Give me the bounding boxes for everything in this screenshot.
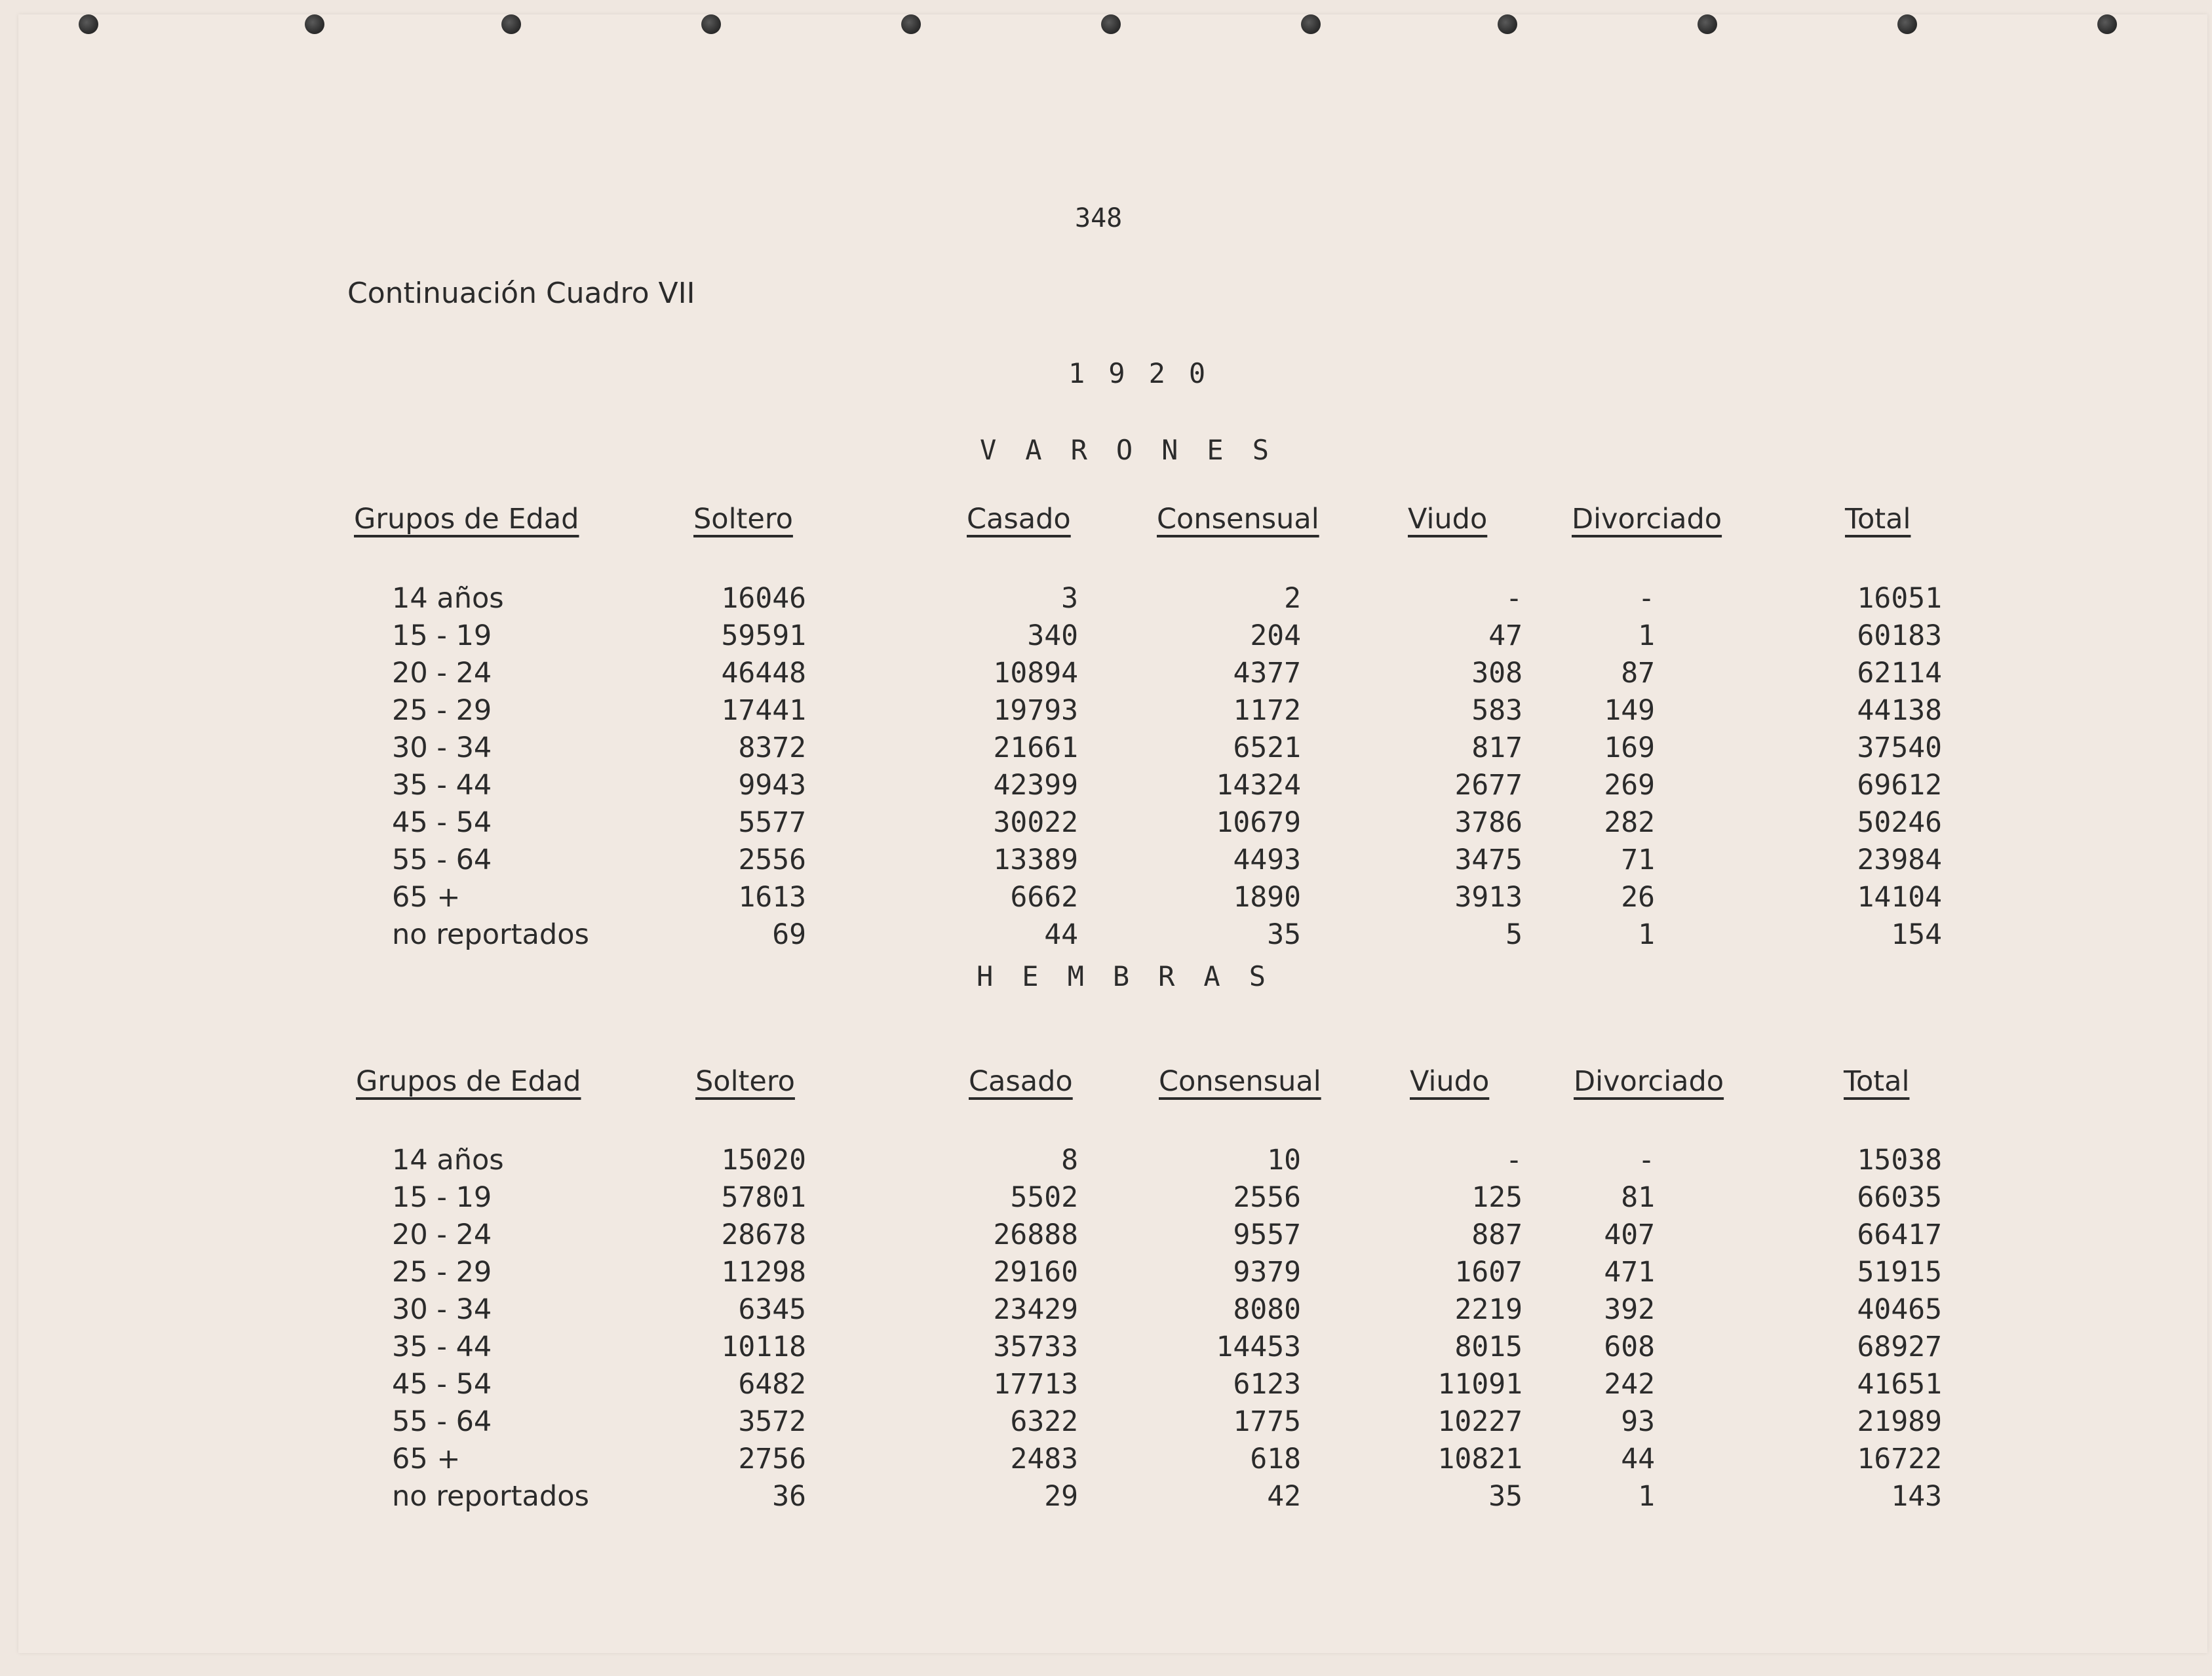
cell-group: no reportados — [392, 918, 589, 951]
cell-casado: 6662 — [1010, 881, 1078, 914]
cell-viudo: 2677 — [1454, 769, 1523, 802]
col-header-soltero: Soltero — [695, 1065, 795, 1098]
cell-divorciado: 1 — [1638, 918, 1655, 951]
cell-viudo: 583 — [1471, 694, 1523, 727]
cell-total: 51915 — [1857, 1256, 1942, 1289]
cell-consensual: 4493 — [1233, 844, 1301, 876]
table-row — [0, 881, 2212, 918]
table-row — [0, 769, 2212, 806]
year-heading: 1920 — [1068, 357, 1230, 389]
cell-group: 25 - 29 — [392, 1256, 492, 1289]
cell-casado: 3 — [1061, 582, 1078, 615]
cell-viudo: - — [1505, 1144, 1523, 1177]
cell-group: no reportados — [392, 1480, 589, 1513]
cell-viudo: 10821 — [1437, 1443, 1523, 1475]
cell-consensual: 10679 — [1216, 806, 1301, 839]
cell-viudo: 1607 — [1454, 1256, 1523, 1289]
cell-total: 60183 — [1857, 619, 1942, 652]
cell-divorciado: 608 — [1604, 1331, 1655, 1363]
cell-casado: 19793 — [993, 694, 1078, 727]
cell-casado: 6322 — [1010, 1405, 1078, 1438]
cell-divorciado: 71 — [1621, 844, 1655, 876]
section-title-varones: VARONES — [980, 434, 1298, 466]
cell-group: 15 - 19 — [392, 1181, 492, 1214]
cell-consensual: 14324 — [1216, 769, 1301, 802]
cell-consensual: 14453 — [1216, 1331, 1301, 1363]
cell-group: 35 - 44 — [392, 769, 492, 802]
cell-group: 55 - 64 — [392, 844, 492, 876]
col-header-soltero: Soltero — [693, 503, 793, 536]
binder-hole — [1498, 14, 1517, 34]
cell-soltero: 11298 — [721, 1256, 806, 1289]
cell-divorciado: 407 — [1604, 1218, 1655, 1251]
cell-divorciado: - — [1638, 1144, 1655, 1177]
cell-divorciado: 269 — [1604, 769, 1655, 802]
cell-soltero: 6482 — [738, 1368, 806, 1401]
binder-hole — [1101, 14, 1121, 34]
cell-divorciado: 26 — [1621, 881, 1655, 914]
cell-group: 30 - 34 — [392, 731, 492, 764]
cell-casado: 23429 — [993, 1293, 1078, 1326]
cell-total: 16051 — [1857, 582, 1942, 615]
table-row — [0, 1480, 2212, 1517]
cell-soltero: 8372 — [738, 731, 806, 764]
cell-divorciado: 44 — [1621, 1443, 1655, 1475]
col-header-viudo: Viudo — [1410, 1065, 1490, 1098]
cell-divorciado: 93 — [1621, 1405, 1655, 1438]
cell-viudo: 887 — [1471, 1218, 1523, 1251]
cell-soltero: 10118 — [721, 1331, 806, 1363]
cell-soltero: 16046 — [721, 582, 806, 615]
cell-soltero: 36 — [772, 1480, 806, 1513]
cell-consensual: 9557 — [1233, 1218, 1301, 1251]
cell-divorciado: 87 — [1621, 657, 1655, 690]
cell-group: 25 - 29 — [392, 694, 492, 727]
cell-viudo: 5 — [1505, 918, 1523, 951]
cell-casado: 29 — [1044, 1480, 1078, 1513]
cell-soltero: 9943 — [738, 769, 806, 802]
cell-total: 41651 — [1857, 1368, 1942, 1401]
cell-total: 68927 — [1857, 1331, 1942, 1363]
cell-viudo: 125 — [1471, 1181, 1523, 1214]
cell-divorciado: 242 — [1604, 1368, 1655, 1401]
cell-casado: 340 — [1027, 619, 1078, 652]
cell-casado: 44 — [1044, 918, 1078, 951]
cell-total: 69612 — [1857, 769, 1942, 802]
col-header-divorciado: Divorciado — [1574, 1065, 1724, 1098]
cell-casado: 8 — [1061, 1144, 1078, 1177]
cell-group: 35 - 44 — [392, 1331, 492, 1363]
cell-total: 15038 — [1857, 1144, 1942, 1177]
cell-viudo: 308 — [1471, 657, 1523, 690]
cell-consensual: 9379 — [1233, 1256, 1301, 1289]
cell-total: 66035 — [1857, 1181, 1942, 1214]
cell-viudo: 35 — [1488, 1480, 1523, 1513]
table-row — [0, 1405, 2212, 1442]
cell-soltero: 46448 — [721, 657, 806, 690]
cell-group: 55 - 64 — [392, 1405, 492, 1438]
cell-group: 65 + — [392, 881, 461, 914]
cell-group: 20 - 24 — [392, 657, 492, 690]
cell-divorciado: 149 — [1604, 694, 1655, 727]
binder-hole — [1897, 14, 1917, 34]
col-header-casado: Casado — [969, 1065, 1073, 1098]
cell-viudo: 3786 — [1454, 806, 1523, 839]
continuation-heading: Continuación Cuadro VII — [347, 277, 695, 310]
table-row — [0, 1443, 2212, 1479]
cell-soltero: 15020 — [721, 1144, 806, 1177]
cell-group: 15 - 19 — [392, 619, 492, 652]
cell-soltero: 59591 — [721, 619, 806, 652]
cell-soltero: 5577 — [738, 806, 806, 839]
cell-consensual: 6123 — [1233, 1368, 1301, 1401]
table-row — [0, 1144, 2212, 1180]
cell-soltero: 57801 — [721, 1181, 806, 1214]
table-row — [0, 731, 2212, 768]
col-header-total: Total — [1845, 503, 1911, 536]
cell-divorciado: 471 — [1604, 1256, 1655, 1289]
cell-consensual: 618 — [1250, 1443, 1301, 1475]
cell-viudo: 8015 — [1454, 1331, 1523, 1363]
table-row — [0, 844, 2212, 880]
binder-hole — [701, 14, 721, 34]
binder-hole — [1301, 14, 1321, 34]
cell-divorciado: 1 — [1638, 1480, 1655, 1513]
table-row — [0, 1368, 2212, 1405]
table-row — [0, 806, 2212, 843]
cell-casado: 2483 — [1010, 1443, 1078, 1475]
cell-total: 154 — [1891, 918, 1942, 951]
cell-total: 37540 — [1857, 731, 1942, 764]
binder-hole — [305, 14, 324, 34]
cell-soltero: 2556 — [738, 844, 806, 876]
cell-viudo: 11091 — [1437, 1368, 1523, 1401]
cell-viudo: 10227 — [1437, 1405, 1523, 1438]
col-header-total: Total — [1844, 1065, 1910, 1098]
cell-casado: 26888 — [993, 1218, 1078, 1251]
cell-total: 14104 — [1857, 881, 1942, 914]
cell-total: 44138 — [1857, 694, 1942, 727]
cell-soltero: 28678 — [721, 1218, 806, 1251]
cell-consensual: 8080 — [1233, 1293, 1301, 1326]
cell-viudo: 47 — [1488, 619, 1523, 652]
cell-group: 14 años — [392, 1144, 504, 1177]
cell-divorciado: 1 — [1638, 619, 1655, 652]
cell-total: 23984 — [1857, 844, 1942, 876]
cell-consensual: 1775 — [1233, 1405, 1301, 1438]
binder-hole — [79, 14, 98, 34]
page-number: 348 — [1075, 203, 1123, 233]
cell-group: 45 - 54 — [392, 1368, 492, 1401]
cell-viudo: 817 — [1471, 731, 1523, 764]
table-row — [0, 657, 2212, 693]
cell-total: 50246 — [1857, 806, 1942, 839]
cell-consensual: 6521 — [1233, 731, 1301, 764]
cell-total: 40465 — [1857, 1293, 1942, 1326]
section-title-hembras: HEMBRAS — [977, 960, 1295, 992]
cell-divorciado: 392 — [1604, 1293, 1655, 1326]
cell-total: 66417 — [1857, 1218, 1942, 1251]
cell-group: 20 - 24 — [392, 1218, 492, 1251]
col-header-divorciado: Divorciado — [1572, 503, 1722, 536]
cell-soltero: 3572 — [738, 1405, 806, 1438]
binder-hole — [501, 14, 521, 34]
cell-soltero: 17441 — [721, 694, 806, 727]
cell-consensual: 4377 — [1233, 657, 1301, 690]
binder-hole — [1698, 14, 1717, 34]
cell-casado: 30022 — [993, 806, 1078, 839]
cell-consensual: 2556 — [1233, 1181, 1301, 1214]
table-row — [0, 1218, 2212, 1255]
cell-total: 143 — [1891, 1480, 1942, 1513]
cell-group: 45 - 54 — [392, 806, 492, 839]
cell-divorciado: 169 — [1604, 731, 1655, 764]
cell-soltero: 2756 — [738, 1443, 806, 1475]
col-header-group: Grupos de Edad — [356, 1065, 581, 1098]
col-header-casado: Casado — [967, 503, 1071, 536]
cell-consensual: 1890 — [1233, 881, 1301, 914]
table-row — [0, 1181, 2212, 1218]
cell-soltero: 1613 — [738, 881, 806, 914]
cell-casado: 5502 — [1010, 1181, 1078, 1214]
cell-casado: 29160 — [993, 1256, 1078, 1289]
cell-consensual: 1172 — [1233, 694, 1301, 727]
cell-consensual: 42 — [1267, 1480, 1301, 1513]
binder-hole — [901, 14, 921, 34]
cell-group: 65 + — [392, 1443, 461, 1475]
cell-viudo: 2219 — [1454, 1293, 1523, 1326]
cell-casado: 13389 — [993, 844, 1078, 876]
cell-total: 16722 — [1857, 1443, 1942, 1475]
cell-viudo: 3475 — [1454, 844, 1523, 876]
table-row — [0, 619, 2212, 656]
cell-consensual: 10 — [1267, 1144, 1301, 1177]
cell-viudo: 3913 — [1454, 881, 1523, 914]
cell-total: 21989 — [1857, 1405, 1942, 1438]
cell-casado: 42399 — [993, 769, 1078, 802]
table-row — [0, 582, 2212, 619]
cell-casado: 17713 — [993, 1368, 1078, 1401]
col-header-consensual: Consensual — [1159, 1065, 1321, 1098]
cell-casado: 21661 — [993, 731, 1078, 764]
table-row — [0, 1256, 2212, 1293]
cell-viudo: - — [1505, 582, 1523, 615]
cell-soltero: 69 — [772, 918, 806, 951]
col-header-group: Grupos de Edad — [354, 503, 579, 536]
cell-divorciado: 282 — [1604, 806, 1655, 839]
table-row — [0, 1293, 2212, 1330]
table-row — [0, 694, 2212, 731]
cell-casado: 35733 — [993, 1331, 1078, 1363]
cell-group: 30 - 34 — [392, 1293, 492, 1326]
cell-divorciado: 81 — [1621, 1181, 1655, 1214]
cell-consensual: 2 — [1284, 582, 1301, 615]
col-header-viudo: Viudo — [1408, 503, 1488, 536]
cell-consensual: 35 — [1267, 918, 1301, 951]
cell-soltero: 6345 — [738, 1293, 806, 1326]
col-header-consensual: Consensual — [1157, 503, 1319, 536]
binder-hole — [2097, 14, 2117, 34]
table-row — [0, 918, 2212, 955]
cell-casado: 10894 — [993, 657, 1078, 690]
cell-divorciado: - — [1638, 582, 1655, 615]
cell-consensual: 204 — [1250, 619, 1301, 652]
cell-group: 14 años — [392, 582, 504, 615]
table-row — [0, 1331, 2212, 1367]
cell-total: 62114 — [1857, 657, 1942, 690]
